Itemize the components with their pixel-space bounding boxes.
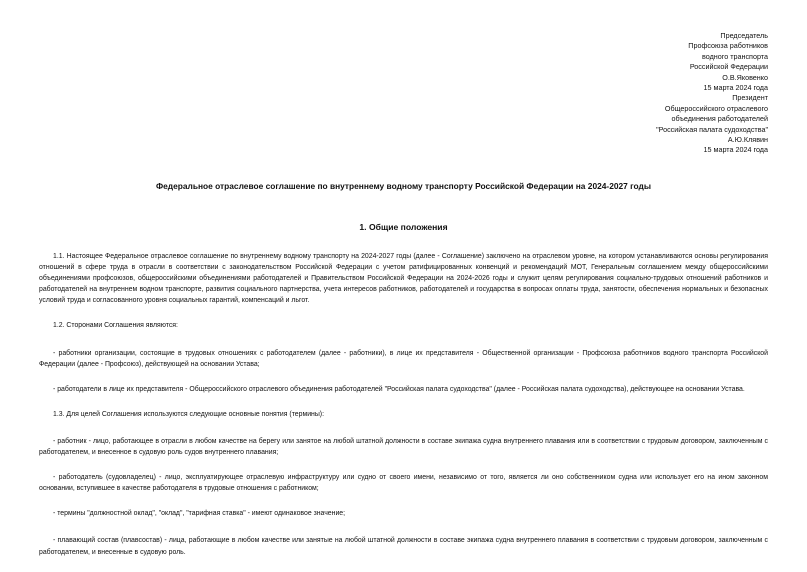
approval-line: 15 марта 2024 года bbox=[703, 145, 768, 155]
approval-line: 15 марта 2024 года bbox=[703, 83, 768, 93]
paragraph: 1.2. Сторонами Соглашения являются: bbox=[53, 322, 178, 330]
approval-line: А.Ю.Клявин bbox=[727, 135, 768, 145]
approval-line: водного транспорта bbox=[702, 51, 768, 61]
approval-line: Российской Федерации bbox=[689, 62, 768, 72]
document-title: Федеральное отраслевое соглашение по внутреннему водному транспорту Российской Федерации на 2024-2027 годы bbox=[155, 181, 652, 191]
approval-block bbox=[508, 31, 768, 156]
approval-line: Председатель bbox=[720, 31, 768, 40]
paragraph: - работодатели в лице их представителя - Общероссийского отраслевого объединения работодателей "Российская палата судоходства" (далее - Российская палата судоходства), действующее на основании Устава. bbox=[53, 385, 745, 393]
paragraph: 1.1. Настоящее Федеральное отраслевое соглашение по внутреннему водному транспорту на 2024-2027 годы (далее - Соглашение) заключено на отраслевом уровне, на котором устанавливаются основы регулирования отношений в сфере труда в отрасли в соответствии с законодательством Российской Федерации с учетом ратифицированных конвенций и рекомендаций МОТ, Генеральным соглашением между общероссийскими объединениями профсоюзов, общероссийскими объединениями работодателей и Правительством Российской Федерации на 2024-2026 годы и служит целям регулирования социально-трудовых отношений работников и работодателей на внутреннем водном транспорте, развития социального партнерства, учета интересов работников, работодателей и государства в вопросах оплаты труда, занятости, обеспечения нормальных и безопасных условий труда и согласованного уровня социальных гарантий, компенсаций и льгот. bbox=[39, 253, 768, 305]
paragraph: - работник - лицо, работающее в отрасли в любом качестве на берегу или занятое на любой штатной должности в составе экипажа судна внутреннего плавания или в соответствии с трудовым договором, заключенным с работодателем, и внесенное в судовую роль судов внутреннего плавания; bbox=[39, 437, 768, 457]
approval-line: О.В.Яковенко bbox=[722, 72, 768, 82]
document-body bbox=[39, 251, 768, 572]
paragraph: 1.3. Для целей Соглашения используются следующие основные понятия (термины): bbox=[53, 410, 325, 418]
paragraph: - плавающий состав (плавсостав) - лица, работающие в любом качестве или занятые на любой штатной должности в составе экипажа судна внутреннего плавания в соответствии с трудовым договором, заключенным с работодателем, и внесенные в судовую роль. bbox=[39, 537, 768, 556]
approval-line: Профсоюза работников bbox=[688, 41, 768, 51]
paragraph: - работодатель (судовладелец) - лицо, эксплуатирующее отраслевую инфраструктуру или судно от своего имени, независимо от того, является ли оно собственником судна или использует его на ином законном основании, вступившее в качестве работодателя в трудовые отношения с работником; bbox=[39, 474, 768, 493]
approval-line: "Российская палата судоходства" bbox=[656, 124, 768, 134]
approval-line: объединения работодателей bbox=[671, 114, 768, 124]
approval-line: Общероссийского отраслевого bbox=[664, 103, 768, 113]
paragraph: - работники организации, состоящие в трудовых отношениях с работодателем (далее - работники), в лице их представителя - Общественной организации - Профсоюза работников водного транспорта Российской Федерации (далее - Профсоюз), действующей на основании Устава; bbox=[39, 349, 768, 368]
paragraph: - термины "должностной оклад", "оклад", "тарифная ставка" - имеют одинаковое значение; bbox=[53, 510, 346, 518]
approval-line: Президент bbox=[732, 93, 768, 103]
section-heading: 1. Общие положения bbox=[359, 222, 448, 232]
